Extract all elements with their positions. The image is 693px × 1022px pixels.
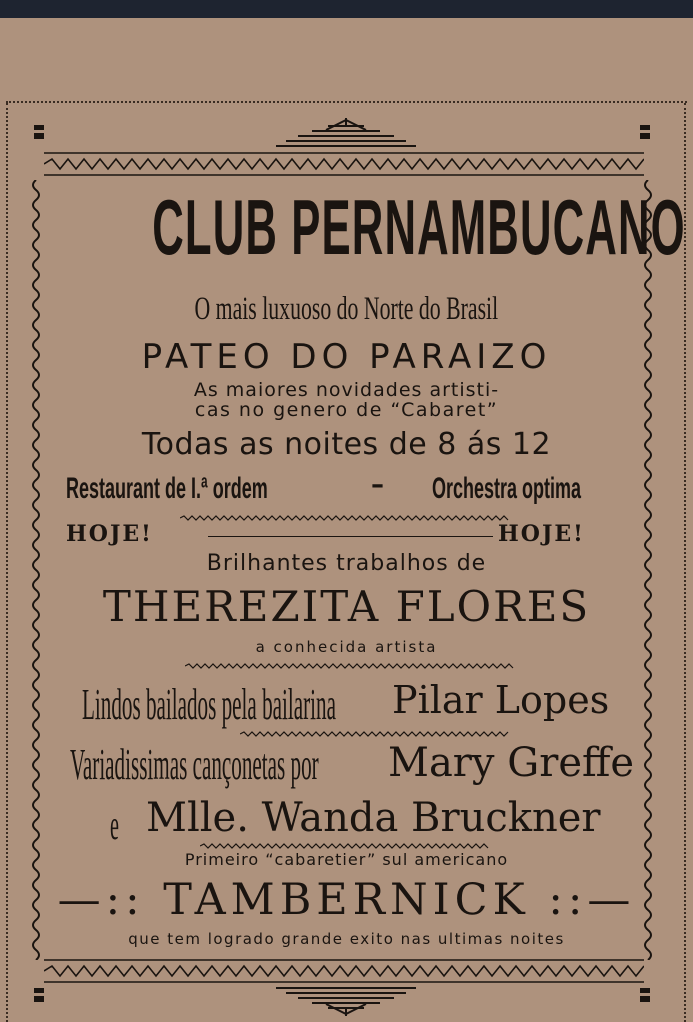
corner-mark-top-left [34, 125, 44, 139]
club-subtitle: O mais luxuoso do Norte do Brasil [194, 291, 499, 327]
hoje-right: HOJE! [498, 521, 585, 547]
scan-top-edge [0, 0, 693, 18]
corner-mark-bottom-left [34, 988, 44, 1002]
club-title: CLUB PERNAMBUCANO [152, 183, 686, 271]
brilhantes-text: Brilhantes trabalhos de [206, 551, 487, 576]
pilar-lopes: Pilar Lopes [392, 678, 610, 722]
separator-dash: – [371, 470, 384, 500]
mary-greffe: Mary Greffe [388, 740, 635, 786]
corner-mark-bottom-right [640, 988, 650, 1002]
ornament-bottom [44, 957, 644, 987]
novidades-line-1: As maiores novidades artisti- [193, 379, 500, 401]
sunburst-ornament-bottom [266, 984, 426, 1018]
wanda-bruckner: Mlle. Wanda Bruckner [146, 795, 601, 841]
wavy-divider-2 [185, 662, 515, 670]
orchestra-text: Orchestra optima [432, 472, 582, 505]
hoje-left: HOJE! [66, 521, 153, 547]
tambernick-name: —:: TAMBERNICK ::— [57, 875, 636, 925]
artist-name: THEREZITA FLORES [102, 582, 591, 631]
novidades-line-2: cas no genero de “Cabaret” [194, 399, 499, 421]
hoje-rule [208, 536, 493, 537]
venue-name: PATEO DO PARAIZO [141, 337, 552, 377]
logrado-text: que tem logrado grande exito nas ultimas noites [128, 930, 565, 948]
corner-mark-top-right [640, 125, 650, 139]
lindos-text: Lindos bailados pela bailarina [82, 680, 336, 729]
dotted-border-top [6, 101, 687, 103]
schedule-text: Todas as noites de 8 ás 12 [141, 427, 552, 462]
conjunction-e: e [110, 803, 119, 849]
restaurant-text: Restaurant de I.ª ordem [66, 472, 268, 505]
wavy-divider-3 [240, 730, 510, 738]
wavy-divider-4 [200, 842, 490, 850]
sunburst-ornament-top [266, 116, 426, 150]
artist-caption: a conhecida artista [255, 638, 438, 656]
primeiro-text: Primeiro “cabaretier” sul americano [184, 850, 509, 869]
ornament-top [44, 150, 644, 180]
wavy-divider-1 [180, 514, 510, 522]
variadissimas-text: Variadissimas cançonetas por [70, 740, 319, 789]
